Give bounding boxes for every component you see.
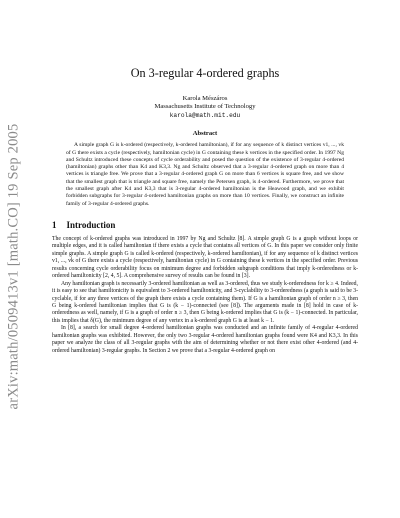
intro-paragraph-1: The concept of k-ordered graphs was introduced in 1997 by Ng and Schultz [8]. A simple graph G is a graph without loops or multiple edges, and it is called hamiltonian if there exists a cycle that contains all vertices of G. In this paper we consider only finite simple graphs. A simple graph G is called k-ordered (respectively, k-ordered hamiltonian), if for any sequence of k distinct vertices v1, ..., vk of G there exists a cycle (respectively, hamiltonian cycle) in G containing these k vertices in the specified order. Previous results concerning cycle orderability focus on minimum degree and forbidden subgraph conditions that imply k-orderedness or k-ordered hamiltonicity [2, 4, 5]. A comprehensive survey of results can be found in [3]. (52, 235, 358, 280)
section-title: Introduction (66, 219, 116, 230)
intro-paragraph-2: Any hamiltonian graph is necessarily 3-ordered hamiltonian as well as 3-ordered, thus we study k-orderedness for k ≥ 4. Indeed, it is easy to see that hamiltonicity is equivalent to 3-ordered hamiltonicity, and 3-cyclability to 3-orderedness (a graph is said to be 3-cyclable, if for any three vertices of the graph there exists a cycle containing them). If G is a hamiltonian graph of order n ≥ 3, then G being k-ordered hamiltonian implies that G is (k − 1)-connected (see [8]). The arguments made in [8] hold in case of k-orderedness as well, namely, if G is a graph of order n ≥ 3, then G being k-ordered implies that G is (k − 1)-connected. In particular, this implies that δ(G), the minimum degree of any vertex in a k-ordered graph G is at least k − 1. (52, 280, 358, 324)
arxiv-identifier-text: arXiv:math/0509413v1 [math.CO] 19 Sep 2005 (5, 123, 22, 409)
abstract-text: A simple graph G is k-ordered (respectively, k-ordered hamiltonian), if for any sequence of k distinct vertices v1, ..., vk of G there exists a cycle (respectively, hamiltonian cycle) in G containing these k vertices in the specified order. In 1997 Ng and Schultz introduced these concepts of cycle orderability and posed the question of the existence of 3-regular 4-ordered (hamiltonian) graphs other than K4 and K3,3. Ng and Schultz observed that a 3-regular 4-ordered graph on more than 4 vertices is triangle free. We prove that a 3-regular 4-ordered graph G on more than 6 vertices is square free, and we show that the smallest graph that is triangle and square free, namely the Petersen graph, is 4-ordered. Furthermore, we prove that the smallest graph after K4 and K3,3 that is 3-regular 4-ordered hamiltonian is the Heawood graph, and we exhibit forbidden subgraphs for 3-regular 4-ordered hamiltonian graphs on more than 10 vertices. Finally, we construct an infinite family of 3-regular 4-ordered graphs. (66, 142, 344, 207)
arxiv-identifier-stamp (2, 106, 26, 426)
paper-title: On 3-regular 4-ordered graphs (130, 66, 280, 80)
intro-paragraph-3: In [8], a search for small degree 4-ordered hamiltonian graphs was conducted and an infinite family of 4-regular 4-ordered hamiltonian graphs was exhibited. However, the only two 3-regular 4-ordered hamiltonian graphs found were K4 and K3,3. In this paper we analyze the class of all 3-regular graphs with the aim of determining whether or not there exist other 4-ordered (and 4-ordered hamiltonian) 3-regular graphs. In Section 2 we prove that a 3-regular 4-ordered graph on (52, 325, 358, 354)
section-number: 1 (52, 219, 57, 230)
author-affiliation: Massachusetts Institute of Technology (154, 103, 256, 111)
author-name: Karola Mészáros (182, 95, 228, 102)
author-email: karola@math.mit.edu (169, 111, 241, 119)
author-block (52, 95, 358, 120)
paper-page (52, 66, 358, 355)
section-heading (52, 220, 358, 230)
abstract-heading: Abstract (192, 130, 218, 138)
